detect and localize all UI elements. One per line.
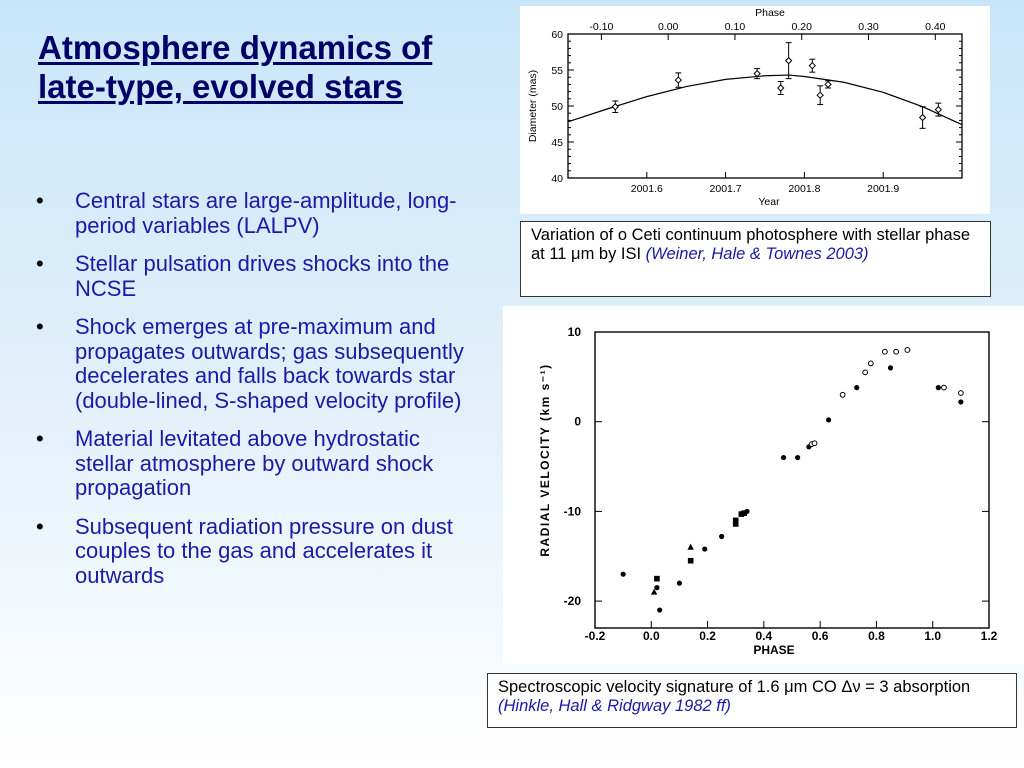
data-point-filled-square [741,510,747,516]
bullet-icon: • [36,251,44,276]
data-point-open-circle [942,385,947,390]
x-axis-label: Year [758,196,780,208]
diameter-chart [520,6,990,214]
x-tick-label: 0.6 [811,629,829,643]
x-tick-label: 2001.8 [788,183,821,195]
data-point-open-circle [812,441,817,446]
x-tick-label: 2001.7 [709,183,742,195]
data-point [809,63,815,69]
velocity-figure [503,306,1024,664]
bullet-icon: • [36,188,44,213]
bullet-item [36,252,466,301]
data-point [817,92,823,98]
bullet-text: Stellar pulsation drives shocks into the NCSE [75,251,450,301]
bullet-item [36,515,466,589]
x2-tick-label: 0.30 [858,21,879,33]
plot-frame [595,332,989,628]
data-point [825,81,831,87]
velocity-caption [487,673,1017,728]
x2-tick-label: 0.20 [791,21,812,33]
data-point-open-circle [868,361,873,366]
plot-frame [568,34,962,178]
velocity-chart [503,306,1024,664]
bullet-list [36,189,466,602]
data-point-filled-circle [654,585,659,590]
bullet-item [36,315,466,413]
data-point [920,115,926,121]
bullet-item [36,189,466,238]
x-tick-label: 0.8 [868,629,885,643]
y-tick-label: 45 [551,137,563,149]
x-tick-label: 0.0 [642,629,660,643]
data-point-filled-circle [854,385,859,390]
data-point [612,104,618,110]
data-point [935,107,941,113]
bullet-item [36,427,466,501]
y-tick-label: -10 [563,504,581,519]
x-tick-label: 1.2 [980,629,998,643]
x2-tick-label: 0.10 [724,21,746,33]
x-axis-label: PHASE [753,643,795,657]
x-tick-label: 1.0 [924,629,942,643]
data-point-filled-square [654,576,660,582]
data-point [675,77,681,83]
caption-reference: (Weiner, Hale & Townes 2003) [645,245,869,263]
bullet-text: Subsequent radiation pressure on dust couples to the gas and accelerates it outwards [75,513,453,588]
x-tick-label: -0.2 [584,629,606,643]
data-point-filled-circle [888,365,893,370]
data-point-filled-triangle [687,544,693,550]
data-point-open-circle [958,391,963,396]
data-point-filled-circle [621,572,626,577]
data-point-filled-circle [795,455,800,460]
bullet-text: Central stars are large-amplitude, long-period variables (LALPV) [75,188,457,238]
caption-text: Spectroscopic velocity signature of 1.6 μm CO Δν = 3 absorption [498,678,971,696]
caption-text: Variation of ο Ceti continuum photosphere with stellar phase at 11 μm by ISI [531,226,971,263]
x2-axis-label: Phase [755,7,785,19]
x2-tick-label: 0.00 [657,21,679,33]
x-tick-label: 2001.6 [630,183,663,195]
y-tick-label: 60 [551,29,563,41]
x2-tick-label: 0.40 [925,21,946,33]
y-tick-label: 40 [551,173,563,185]
data-point-open-circle [905,348,910,353]
data-point-filled-circle [657,607,662,612]
x-tick-label: 0.4 [755,629,773,643]
data-point [778,85,784,91]
data-point-filled-circle [958,399,963,404]
x-tick-label: 2001.9 [867,183,900,195]
y-tick-label: -20 [563,594,581,609]
caption-reference: (Hinkle, Hall & Ridgway 1982 ff) [498,697,731,715]
data-point-open-circle [882,349,887,354]
data-point-filled-circle [936,385,941,390]
bullet-icon: • [36,513,44,539]
y-axis-label: RADIAL VELOCITY (km s⁻¹) [538,363,552,557]
bullet-icon: • [36,314,44,339]
data-point-filled-circle [702,546,707,551]
bullet-text: Shock emerges at pre-maximum and propagates outwards; gas subsequently decelerates and falls back towards star (double-lined, S-shaped velocity profile) [75,314,464,413]
x-tick-label: 0.2 [699,629,716,643]
y-axis-label: Diameter (mas) [527,69,539,143]
diameter-figure [520,6,990,214]
data-point-filled-circle [781,455,786,460]
data-point-filled-square [688,558,694,564]
data-point-open-circle [894,349,899,354]
slide-title: Atmosphere dynamics of late-type, evolved stars [38,29,433,105]
y-tick-label: 10 [567,325,581,339]
diameter-caption [520,221,991,297]
data-point-open-circle [840,392,845,397]
y-tick-label: 50 [551,101,563,113]
x2-tick-label: -0.10 [589,21,614,33]
data-point-open-circle [863,370,868,375]
fit-curve [568,75,962,125]
y-tick-label: 0 [574,414,581,429]
data-point-filled-square [733,518,739,524]
bullet-icon: • [36,426,44,451]
bullet-text: Material levitated above hydrostatic stellar atmosphere by outward shock propagation [75,426,434,500]
y-tick-label: 55 [551,65,563,77]
data-point-filled-circle [677,581,682,586]
data-point [786,58,792,64]
data-point-filled-circle [719,534,724,539]
data-point-filled-circle [826,417,831,422]
